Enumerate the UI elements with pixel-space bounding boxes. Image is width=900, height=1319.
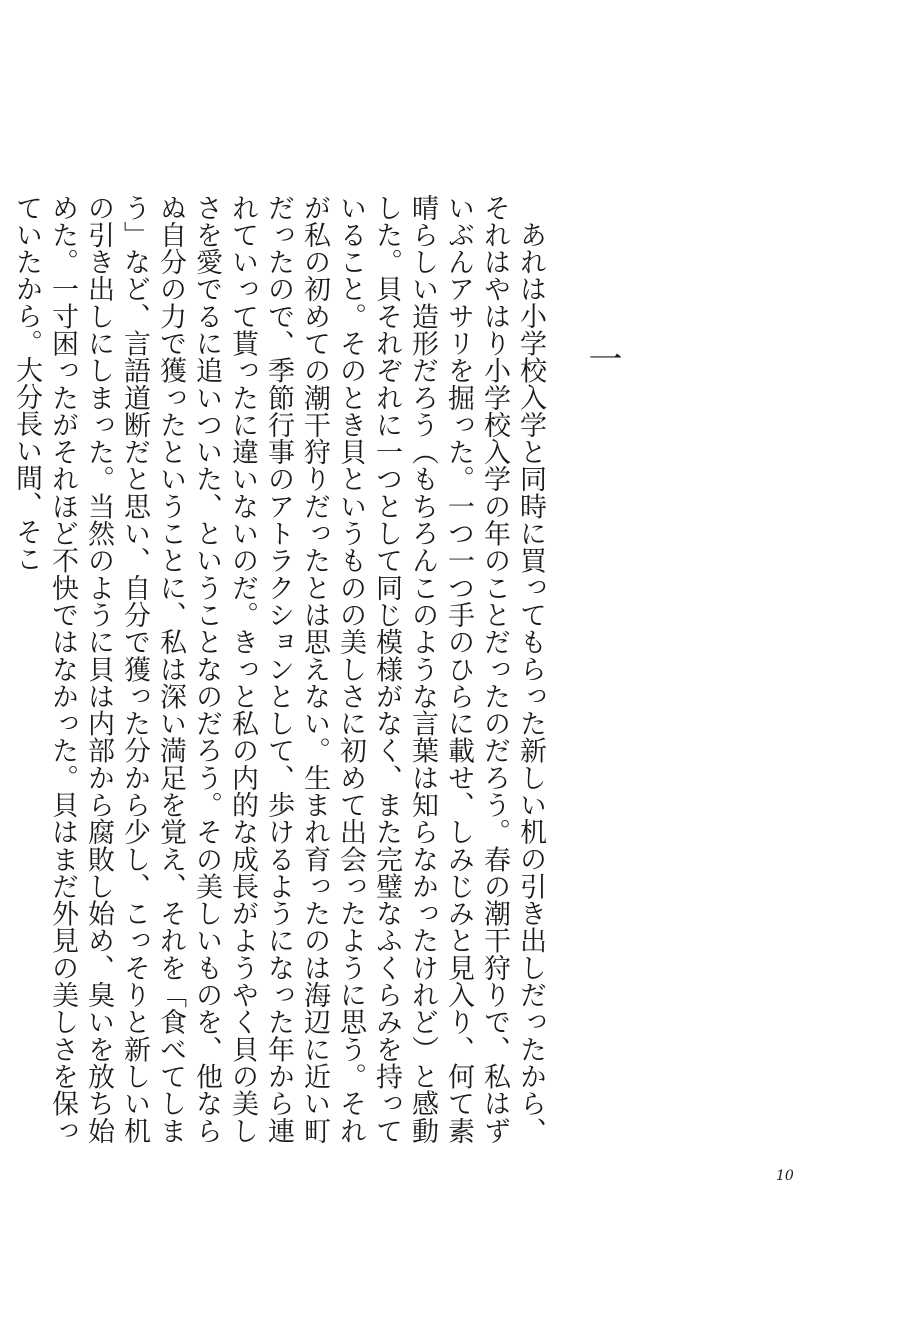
page-number: 10 [776,1168,794,1184]
body-paragraph: あれは小学校入学と同時に買ってもらった新しい机の引き出しだったから、それはやはり小学校入学の年のことだったのだろう。春の潮干狩りで、私はずいぶんアサリを掘った。一つ一つ手のひらに載せ、しみじみと見入り、何て素晴らしい造形だろう（もちろんこのような言葉は知らなかったけれど）と感動した。貝それぞれに一つとして同じ模様がなく、また完璧なふくらみを持っていること。そのとき貝というものの美しさに初めて出会ったように思う。それが私の初めての潮干狩りだったとは思えない。生まれ育ったのは海辺に近い町だったので、季節行事のアトラクションとして、歩けるようになった年から連れていって貰ったに違いないのだ。きっと私の内的な成長がようやく貝の美しさを愛でるに追いついた、ということなのだろう。その美しいものを、他ならぬ自分の力で獲ったということに、私は深い満足を覚え、それを「食べてしまう」など、言語道断だと思い、自分で獲った分から少し、こっそりと新しい机の引き出しにしまった。当然のように貝は内部から腐敗し始め、臭いを放ち始めた。一寸困ったがそれほど不快ではなかった。貝はまだ外見の美しさを保っていたから。大分長い間、そこ [11,194,546,1144]
body-text [11,194,548,1144]
chapter-heading: 一 [582,341,622,375]
